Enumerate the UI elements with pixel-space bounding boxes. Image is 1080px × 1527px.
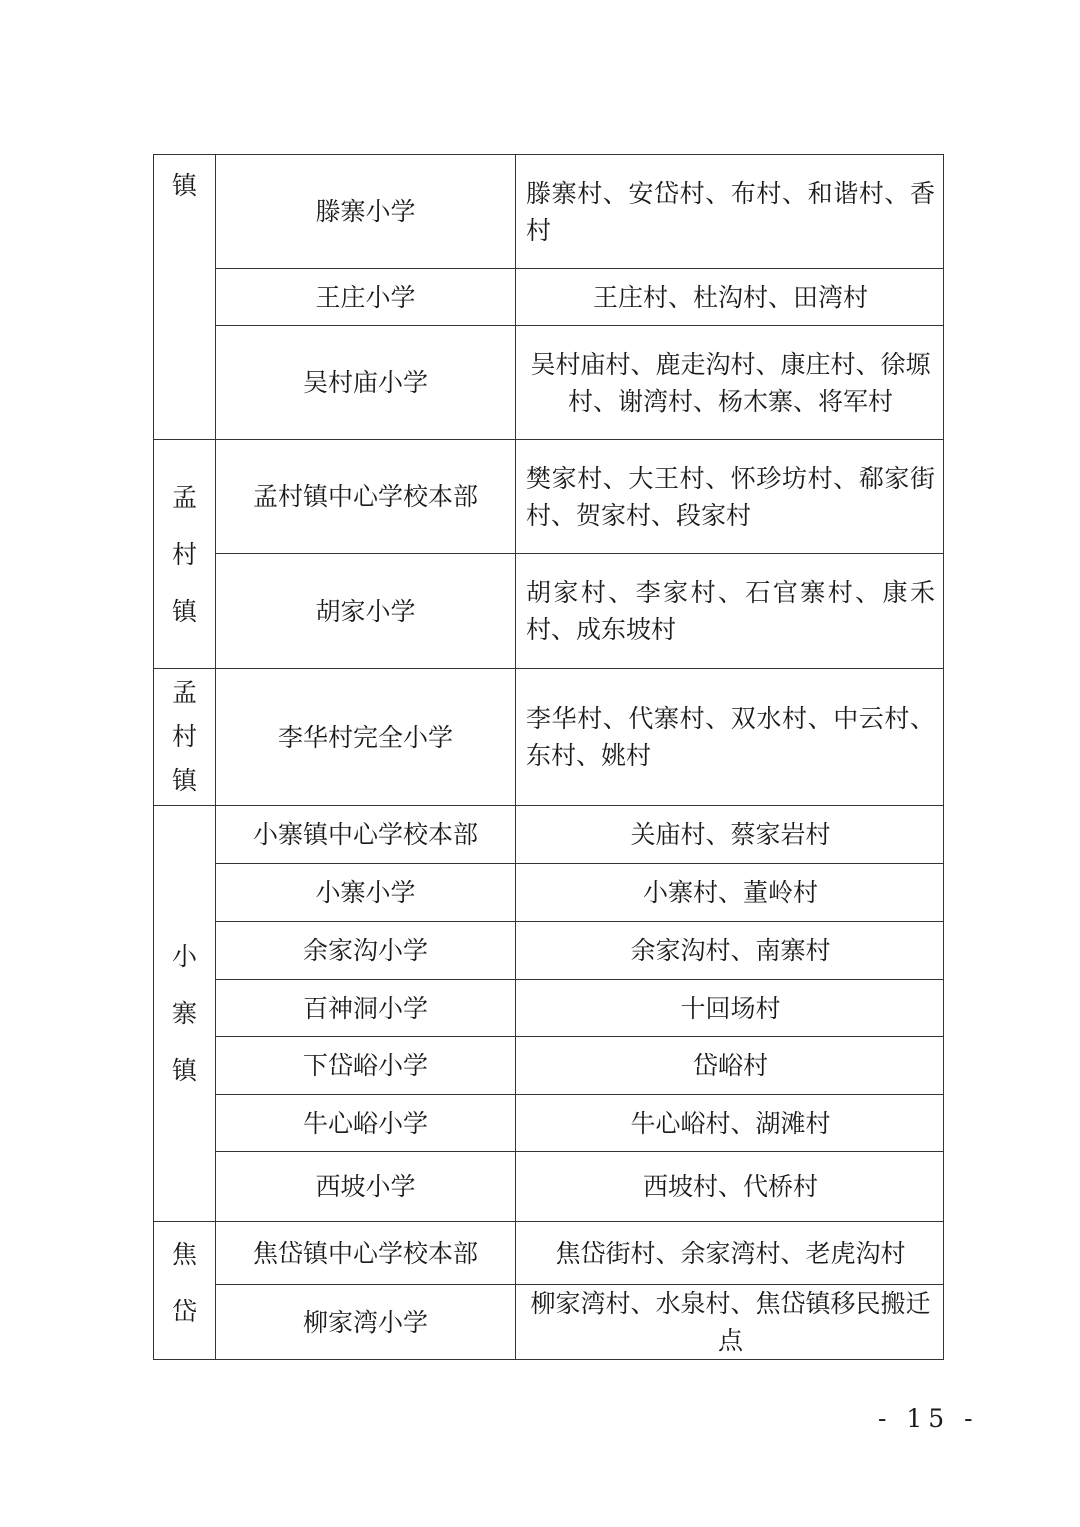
village-cell: 焦岱街村、余家湾村、老虎沟村 [516,1222,944,1285]
table-row [154,980,944,1037]
town-cell [154,669,216,806]
town-label-vertical: 焦岱 [172,1240,198,1326]
town-cell [154,440,216,669]
school-cell: 焦岱镇中心学校本部 [216,1222,516,1285]
table-row [154,326,944,440]
village-cell: 十回场村 [516,980,944,1037]
village-cell: 余家沟村、南寨村 [516,922,944,980]
school-cell: 孟村镇中心学校本部 [216,440,516,554]
village-cell: 岱峪村 [516,1037,944,1095]
town-label-vertical: 小寨镇 [172,942,198,1085]
table-row [154,806,944,864]
village-cell: 关庙村、蔡家岩村 [516,806,944,864]
village-cell: 滕寨村、安岱村、布村、和谐村、香村 [516,155,944,269]
village-cell: 李华村、代寨村、双水村、中云村、东村、姚村 [516,669,944,806]
town-cell [154,155,216,440]
school-cell: 余家沟小学 [216,922,516,980]
village-cell: 小寨村、董岭村 [516,864,944,922]
school-cell: 李华村完全小学 [216,669,516,806]
town-label: 镇 [171,171,197,200]
school-cell: 吴村庙小学 [216,326,516,440]
table-row [154,440,944,554]
table-row [154,1095,944,1152]
town-label-vertical: 孟村镇 [172,482,198,626]
table-row [154,1222,944,1285]
school-cell: 西坡小学 [216,1152,516,1222]
school-cell: 小寨镇中心学校本部 [216,806,516,864]
school-cell: 百神洞小学 [216,980,516,1037]
school-cell: 王庄小学 [216,269,516,326]
school-cell: 柳家湾小学 [216,1285,516,1360]
village-cell: 柳家湾村、水泉村、焦岱镇移民搬迁点 [516,1285,944,1360]
school-district-table [153,154,944,1360]
table-row [154,1285,944,1360]
village-cell: 西坡村、代桥村 [516,1152,944,1222]
town-cell [154,1222,216,1360]
table-row [154,669,944,806]
page-number: - 15 - [878,1404,979,1433]
village-cell: 吴村庙村、鹿走沟村、康庄村、徐塬村、谢湾村、杨木寨、将军村 [516,326,944,440]
village-cell: 牛心峪村、湖滩村 [516,1095,944,1152]
school-cell: 下岱峪小学 [216,1037,516,1095]
table-row [154,1152,944,1222]
town-label-vertical: 孟村镇 [172,678,198,795]
table-row [154,155,944,269]
school-cell: 滕寨小学 [216,155,516,269]
village-cell: 胡家村、李家村、石官寨村、康禾村、成东坡村 [516,554,944,669]
table-row [154,554,944,669]
table-row [154,922,944,980]
town-cell [154,806,216,1222]
village-cell: 王庄村、杜沟村、田湾村 [516,269,944,326]
table-row [154,1037,944,1095]
school-cell: 牛心峪小学 [216,1095,516,1152]
school-cell: 小寨小学 [216,864,516,922]
table-row [154,269,944,326]
school-cell: 胡家小学 [216,554,516,669]
table-row [154,864,944,922]
village-cell: 樊家村、大王村、怀珍坊村、郗家街村、贺家村、段家村 [516,440,944,554]
